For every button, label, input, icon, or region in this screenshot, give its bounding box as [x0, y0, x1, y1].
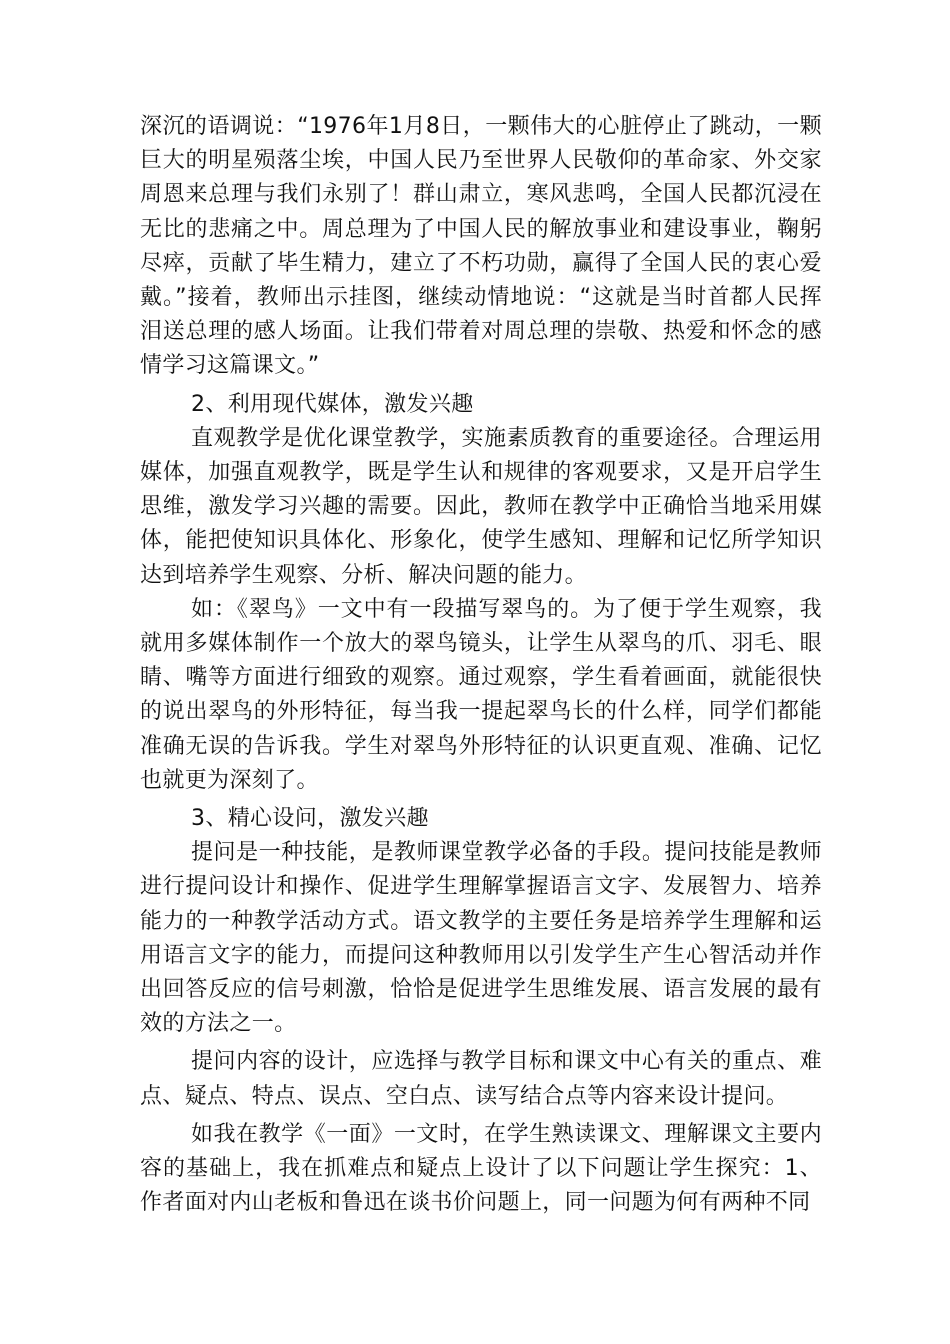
paragraph-questioning-skill: 提问是一种技能，是教师课堂教学必备的手段。提问技能是教师进行提问设计和操作、促进学生理解掌握语言文字、发展智力、培养能力的一种教学活动方式。语文教学的主要任务是培养学生理解和运用语言文字的能力，而提问这种教师用以引发学生产生心智活动并作出回答反应的信号刺激，恰恰是促进学生思维发展、语言发展的最有效的方法之一。 [140, 840, 822, 1037]
paragraph-question-design: 提问内容的设计，应选择与教学目标和课文中心有关的重点、难点、疑点、特点、误点、空白点、读写结合点等内容来设计提问。 [140, 1049, 822, 1109]
section-heading-questioning: 3、精心设问，激发兴趣 [191, 806, 429, 832]
paragraph-intuitive-teaching: 直观教学是优化课堂教学，实施素质教育的重要途径。合理运用媒体，加强直观教学，既是学生认和规律的客观要求，又是开启学生思维，激发学习兴趣的需要。因此，教师在教学中正确恰当地采用媒体，能把使知识具体化、形象化，使学生感知、理解和记忆所学知识达到培养学生观察、分析、解决问题的能力。 [140, 425, 822, 588]
document-body [140, 110, 822, 1221]
paragraph-continuation: 深沉的语调说：“1976年1月8日，一颗伟大的心脏停止了跳动，一颗巨大的明星殒落尘埃，中国人民乃至世界人民敬仰的革命家、外交家周恩来总理与我们永别了！群山肃立，寒风悲鸣，全国人民都沉浸在无比的悲痛之中。周总理为了中国人民的解放事业和建设事业，鞠躬尽瘁，贡献了毕生精力，建立了不朽功勋，赢得了全国人民的衷心爱戴。”接着，教师出示挂图，继续动情地说：“这就是当时首都人民挥泪送总理的感人场面。让我们带着对周总理的崇敬、热爱和怀念的感情学习这篇课文。” [140, 114, 822, 379]
section-heading-media: 2、利用现代媒体，激发兴趣 [191, 391, 474, 417]
paragraph-yimian-example: 如我在教学《一面》一文时，在学生熟读课文、理解课文主要内容的基础上，我在抓难点和疑点上设计了以下问题让学生探究：1、作者面对内山老板和鲁迅在谈书价问题上，同一问题为何有两种不同 [140, 1121, 822, 1216]
paragraph-kingfisher-example: 如：《翠鸟》一文中有一段描写翠鸟的。为了便于学生观察，我就用多媒体制作一个放大的翠鸟镜头，让学生从翠鸟的爪、羽毛、眼睛、嘴等方面进行细致的观察。通过观察，学生看着画面，就能很快的说出翠鸟的外形特征，每当我一提起翠鸟长的什么样，同学们都能准确无误的告诉我。学生对翠鸟外形特征的认识更直观、准确、记忆也就更为深刻了。 [140, 596, 822, 793]
